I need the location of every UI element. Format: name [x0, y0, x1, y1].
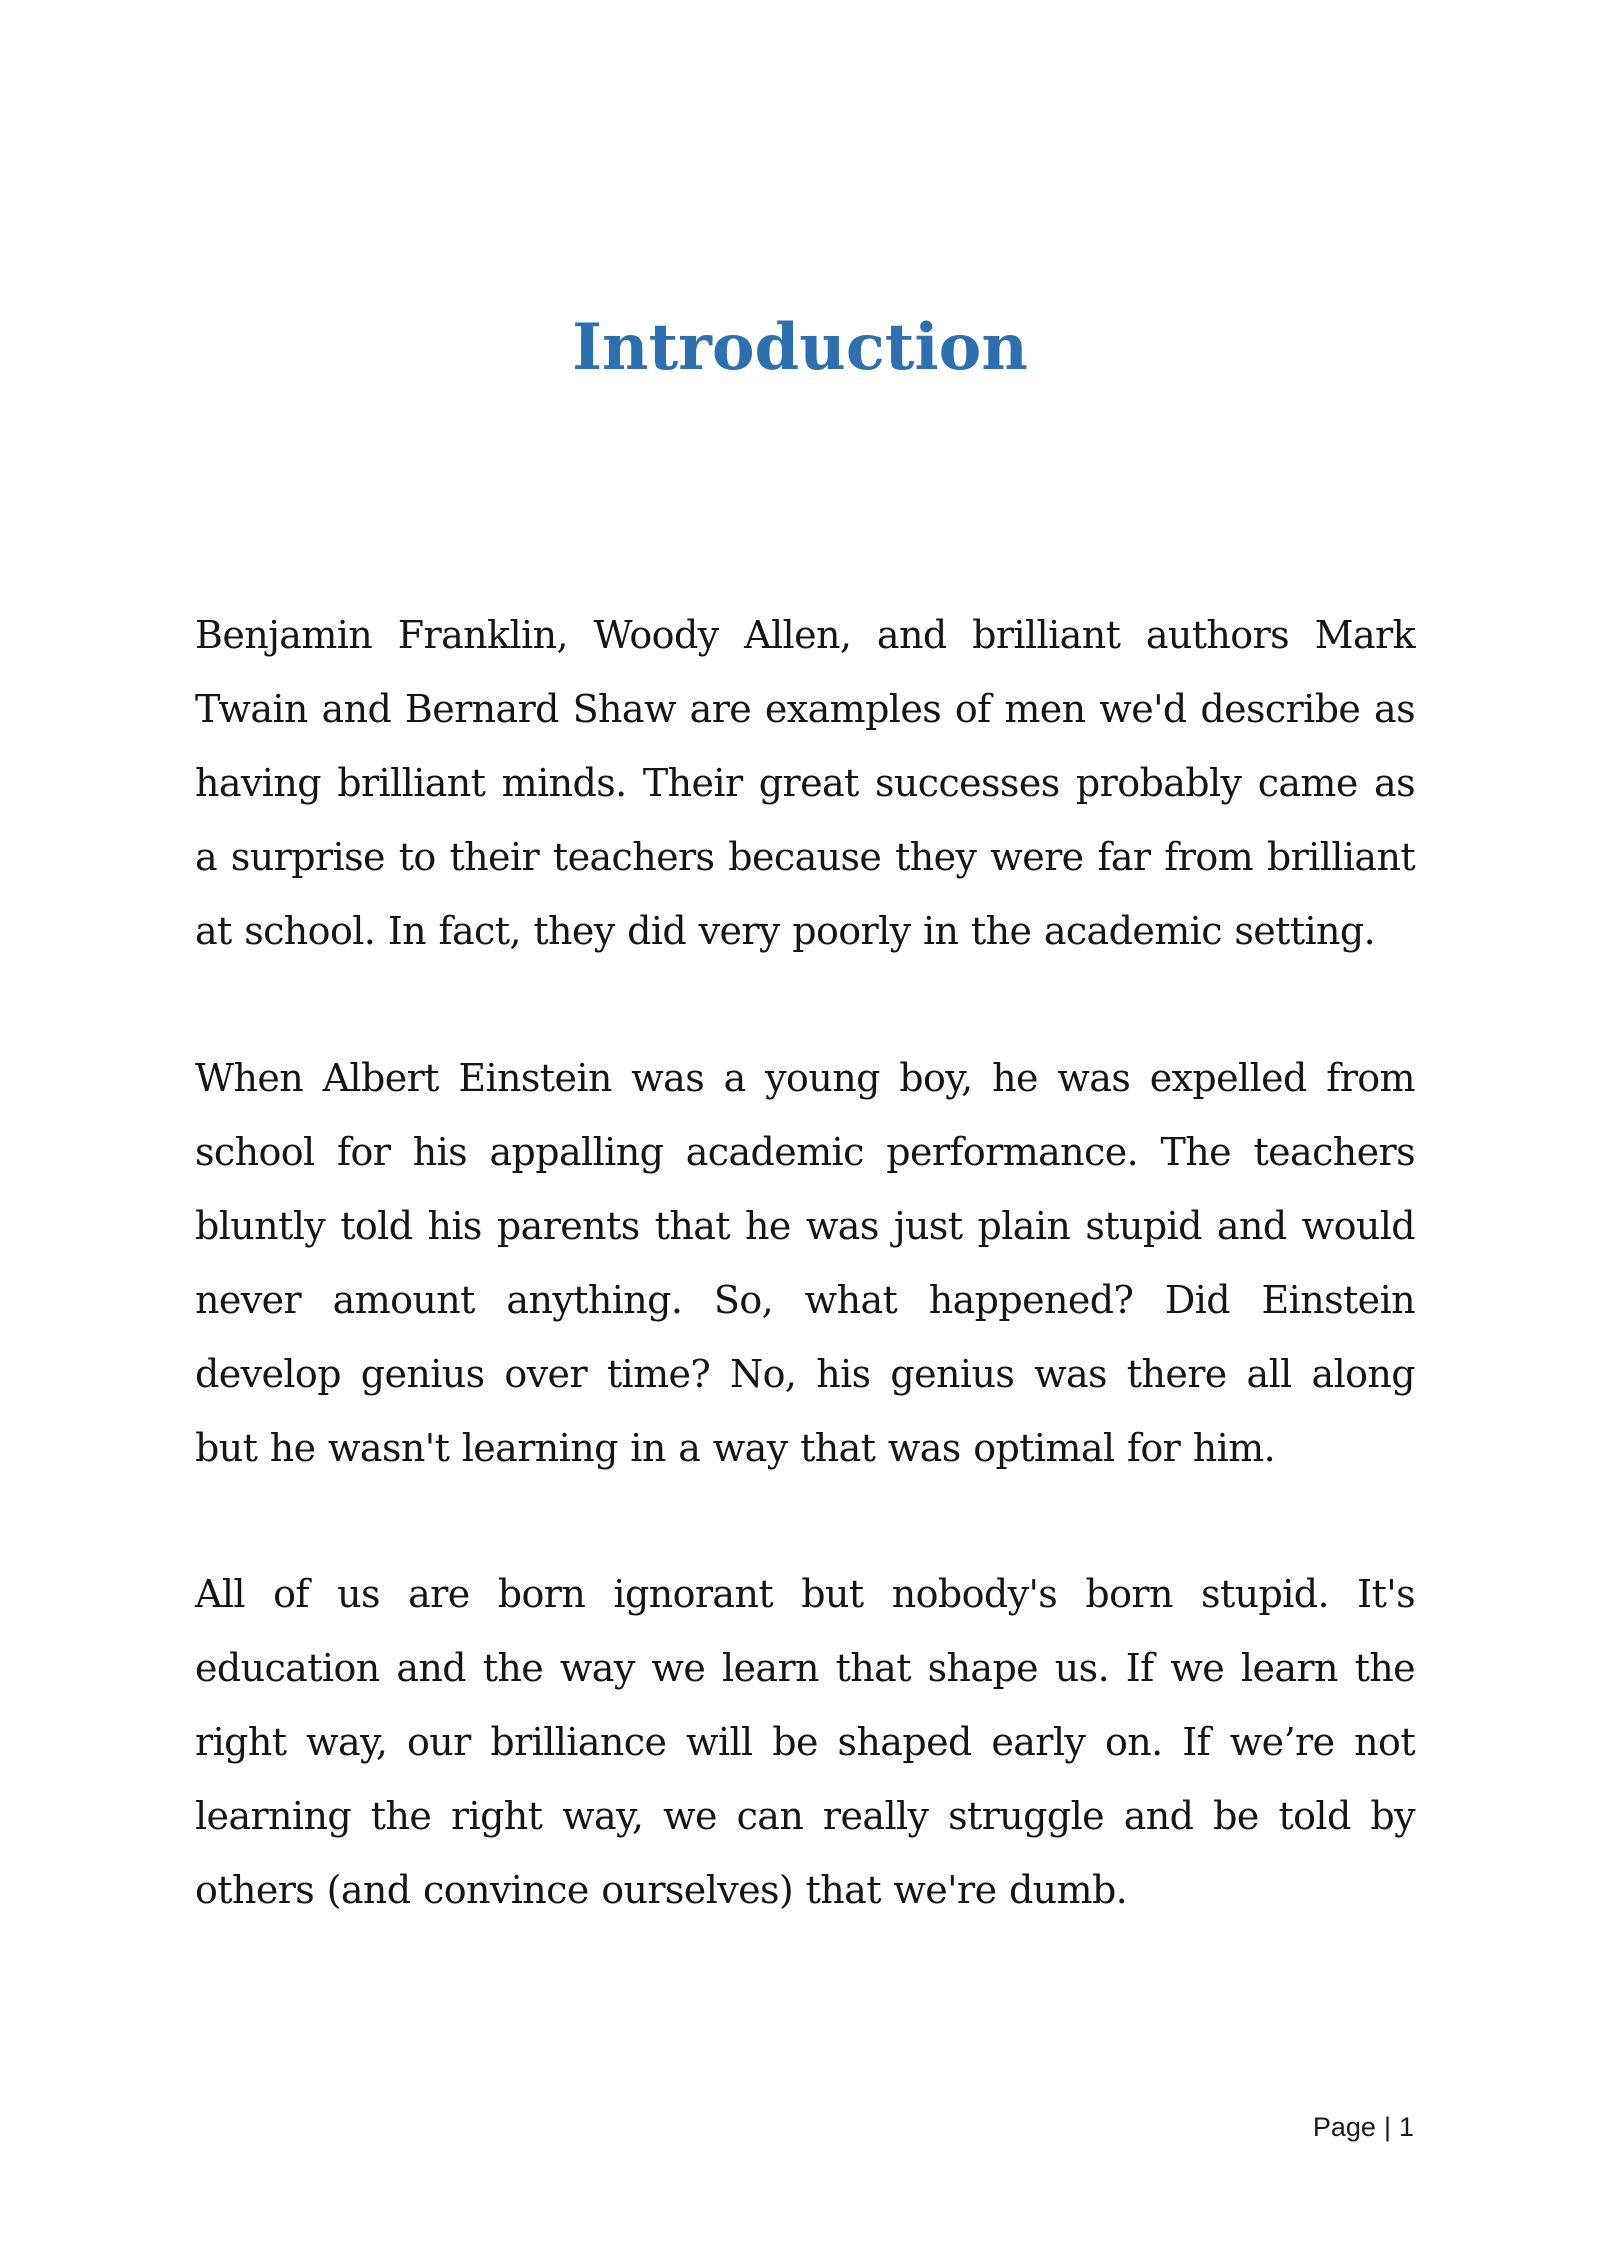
- paragraph-1: Benjamin Franklin, Woody Allen, and brilliant authors Mark Twain and Bernard Shaw are examples of men we'd describe as having brilliant minds. Their great successes probably came as a surprise to their teachers because they were far from brilliant at school. In fact, they did very poorly in the academic setting.: [195, 613, 1415, 953]
- page-title: Introduction: [572, 310, 1028, 385]
- page-label: Page: [1312, 2112, 1376, 2142]
- page-footer: [1313, 2111, 1414, 2143]
- page-number: 1: [1398, 2112, 1414, 2142]
- page-separator: |: [1383, 2112, 1391, 2142]
- paragraph-3: All of us are born ignorant but nobody's born stupid. It's education and the way we learn that shape us. If we learn the right way, our brilliance will be shaped early on. If we’re not learning the right way, we can really struggle and be told by others (and convince ourselves) that we're dumb.: [195, 1572, 1415, 1912]
- paragraph-2: When Albert Einstein was a young boy, he was expelled from school for his appalling academic performance. The teachers bluntly told his parents that he was just plain stupid and would never amount anything. So, what happened? Did Einstein develop genius over time? No, his genius was there all along but he wasn't learning in a way that was optimal for him.: [195, 1056, 1415, 1470]
